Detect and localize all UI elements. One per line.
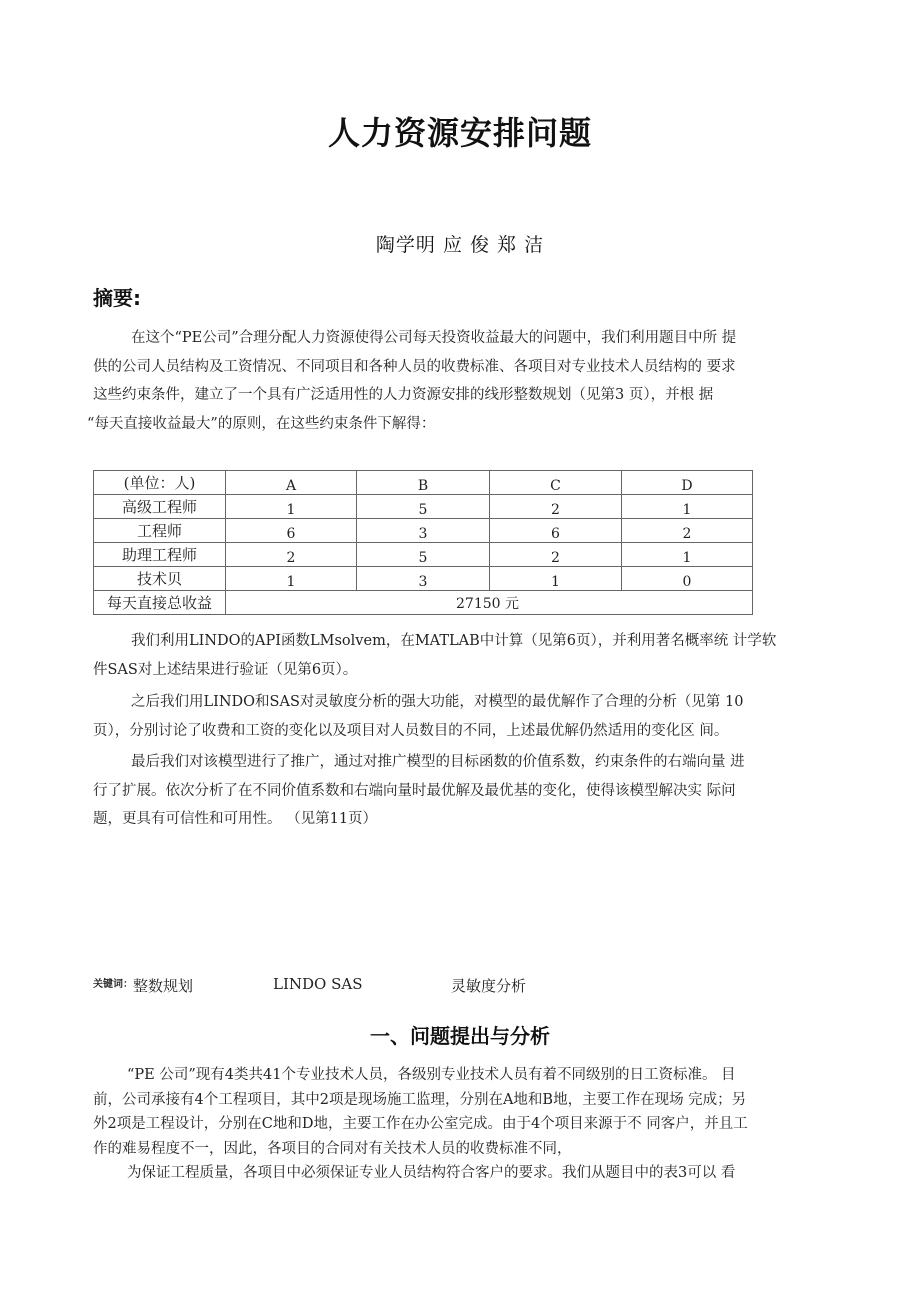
total-value: 27150 元 — [226, 591, 753, 615]
table-cell: 5 — [357, 495, 490, 519]
row-label: 工程师 — [94, 519, 226, 543]
table-cell: 1 — [622, 543, 753, 567]
table-cell: 2 — [490, 495, 622, 519]
abstract-paragraph-3 — [93, 688, 838, 745]
text-line: “每天直接收益最大”的原则，在这些约束条件下解得： — [87, 415, 436, 432]
table-row — [94, 519, 753, 543]
table-cell: 3 — [357, 567, 490, 591]
result-table — [93, 470, 753, 615]
table-header-cell: B — [357, 471, 490, 495]
text-line: 最后我们对该模型进行了推广，通过对推广模型的目标函数的价值系数，约束条件的右端向量 进 — [131, 754, 745, 770]
text-line: “PE 公司”现有4类共41个专业技术人员，各级别专业技术人员有着不同级别的日工资标准。 目 — [127, 1067, 736, 1083]
table-cell: 1 — [490, 567, 622, 591]
text-line: 之后我们用LINDO和SAS对灵敏度分析的强大功能，对模型的最优解作了合理的分析（见第 10 — [131, 694, 744, 710]
keywords-label: 关键词： — [93, 979, 133, 990]
total-label: 每天直接总收益 — [94, 591, 226, 615]
table-row — [94, 543, 753, 567]
text-line: 页），分别讨论了收费和工资的变化以及项目对人员数目的不同，上述最优解仍然适用的变化区 间。 — [93, 722, 729, 739]
section-heading: 一、问题提出与分析 — [370, 1024, 550, 1048]
keyword: 灵敏度分析 — [451, 977, 527, 995]
keyword: LINDO SAS — [273, 975, 363, 993]
table-header-cell: (单位：人) — [94, 471, 226, 495]
text-line: 作的难易程度不一，因此，各项目的合同对有关技术人员的收费标准不同， — [93, 1140, 572, 1157]
text-line: 件SAS对上述结果进行验证（见第6页）。 — [93, 661, 358, 678]
table-row — [94, 495, 753, 519]
text-line: 前，公司承接有4个工程项目，其中2项是现场施工监理，分别在A地和B地，主要工作在现场 完成；另 — [93, 1091, 747, 1108]
keyword: 整数规划 — [133, 977, 194, 995]
document-title: 人力资源安排问题 — [327, 114, 592, 152]
section-1-body — [93, 1063, 838, 1186]
abstract-paragraph-4 — [93, 748, 838, 834]
abstract-paragraph-2 — [93, 627, 838, 684]
table-header-row — [94, 471, 753, 495]
table-cell: 2 — [622, 519, 753, 543]
abstract-heading: 摘要: — [93, 286, 141, 310]
text-line: 这些约束条件，建立了一个具有广泛适用性的人力资源安排的线形整数规划（见第3 页），并根 据 — [93, 387, 714, 403]
text-line: 供的公司人员结构及工资情况、不同项目和各种人员的收费标准、各项目对专业技术人员结构的 要求 — [93, 358, 736, 375]
text-line: 题，更具有可信性和可用性。 （见第11页） — [93, 811, 378, 827]
table-cell: 2 — [490, 543, 622, 567]
table-row — [94, 567, 753, 591]
authors: 陶学明 应 俊 郑 洁 — [375, 234, 545, 256]
text-line: 我们利用LINDO的API函数LMsolvem，在MATLAB中计算（见第6页），并利用著名概率统 计学软 — [131, 633, 777, 649]
table-header-cell: D — [622, 471, 753, 495]
text-line: 在这个“PE公司”合理分配人力资源使得公司每天投资收益最大的问题中，我们利用题目中所 提 — [131, 330, 737, 346]
table-header-cell: A — [226, 471, 357, 495]
text-line: 行了扩展。依次分析了在不同价值系数和右端向量时最优解及最优基的变化，使得该模型解决实 际问 — [93, 782, 736, 799]
row-label: 助理工程师 — [94, 543, 226, 567]
table-cell: 6 — [226, 519, 357, 543]
table-cell: 0 — [622, 567, 753, 591]
table-cell: 5 — [357, 543, 490, 567]
row-label: 技术贝 — [94, 567, 226, 591]
row-label: 高级工程师 — [94, 495, 226, 519]
table-cell: 1 — [226, 567, 357, 591]
table-cell: 6 — [490, 519, 622, 543]
table-cell: 3 — [357, 519, 490, 543]
table-header-cell: C — [490, 471, 622, 495]
abstract-paragraph-1 — [87, 324, 838, 438]
text-line: 为保证工程质量，各项目中必须保证专业人员结构符合客户的要求。我们从题目中的表3可以 看 — [127, 1165, 736, 1181]
table-cell: 1 — [226, 495, 357, 519]
text-line: 外2项是工程设计，分别在C地和D地，主要工作在办公室完成。由于4个项目来源于不 同客户，并且工 — [93, 1116, 748, 1132]
table-cell: 2 — [226, 543, 357, 567]
keywords — [93, 975, 527, 996]
table-total-row — [94, 591, 753, 615]
table-cell: 1 — [622, 495, 753, 519]
